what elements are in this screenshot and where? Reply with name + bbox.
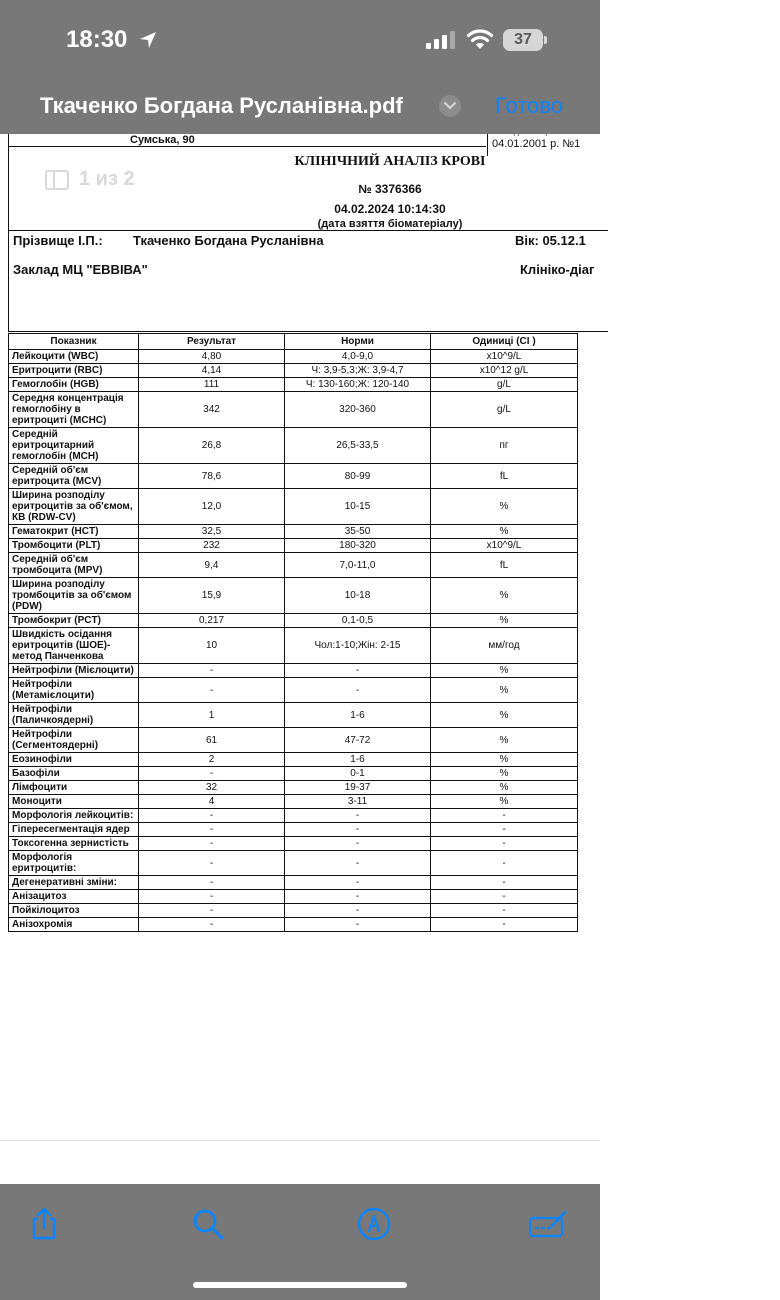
cell-indicator: Гіпересегментація ядер — [9, 823, 139, 837]
cell-norm: 19-37 — [285, 781, 431, 795]
table-row — [9, 464, 578, 489]
cell-unit: - — [431, 918, 578, 932]
cell-result: - — [139, 678, 285, 703]
cell-indicator: Ширина розподілу тромбоцитів за об'ємом (PDW) — [9, 578, 139, 614]
document-title[interactable]: Ткаченко Богдана Русланівна.pdf — [40, 93, 403, 118]
table-row — [9, 392, 578, 428]
cell-indicator: Дегенеративні зміни: — [9, 876, 139, 890]
patient-age: Вік: 05.12.1 — [515, 233, 586, 248]
cell-norm: 47-72 — [285, 728, 431, 753]
signature-icon[interactable] — [528, 1206, 568, 1242]
table-row — [9, 781, 578, 795]
cell-unit: мм/год — [431, 628, 578, 664]
cell-indicator: Нейтрофіли (Паличкоядерні) — [9, 703, 139, 728]
cell-unit: % — [431, 795, 578, 809]
cell-unit: % — [431, 728, 578, 753]
cell-indicator: Тромбокрит (PCT) — [9, 614, 139, 628]
cell-norm: - — [285, 823, 431, 837]
cell-indicator: Нейтрофіли (Мієлоцити) — [9, 664, 139, 678]
results-body — [9, 350, 578, 932]
cell-result: - — [139, 664, 285, 678]
page-indicator-text: 1 из 2 — [79, 168, 135, 190]
cell-norm: 1-6 — [285, 703, 431, 728]
table-row — [9, 837, 578, 851]
table-row — [9, 728, 578, 753]
table-row — [9, 851, 578, 876]
cell-norm: 10-15 — [285, 489, 431, 525]
cell-result: 4,14 — [139, 364, 285, 378]
cell-unit: % — [431, 753, 578, 767]
table-row — [9, 795, 578, 809]
cell-indicator: Гематокрит (HCT) — [9, 525, 139, 539]
battery-indicator — [503, 29, 547, 51]
cell-result: 111 — [139, 378, 285, 392]
cell-unit: % — [431, 614, 578, 628]
location-arrow-icon — [138, 30, 158, 50]
cell-result: 342 — [139, 392, 285, 428]
cell-result: 12,0 — [139, 489, 285, 525]
cell-unit: g/L — [431, 392, 578, 428]
cell-indicator: Середній об'єм тромбоцита (MPV) — [9, 553, 139, 578]
table-row — [9, 350, 578, 364]
cell-result: 2 — [139, 753, 285, 767]
cell-result: - — [139, 809, 285, 823]
analysis-title: КЛІНІЧНИЙ АНАЛІЗ КРОВІ — [294, 154, 486, 169]
table-row — [9, 809, 578, 823]
table-row — [9, 428, 578, 464]
header-divider — [8, 146, 486, 147]
cell-indicator: Швидкість осідання еритроцитів (ШОЕ)-метод Панченкова — [9, 628, 139, 664]
cell-norm: 1-6 — [285, 753, 431, 767]
markup-pen-icon[interactable] — [356, 1206, 392, 1242]
cell-indicator: Анізацитоз — [9, 890, 139, 904]
cell-indicator: Еритроцити (RBC) — [9, 364, 139, 378]
cell-unit: - — [431, 876, 578, 890]
cell-result: 32,5 — [139, 525, 285, 539]
done-button[interactable]: Готово — [495, 93, 563, 118]
cell-result: 1 — [139, 703, 285, 728]
cell-unit: x10^9/L — [431, 539, 578, 553]
cell-norm: 320-360 — [285, 392, 431, 428]
cell-indicator: Морфологія еритроцитів: — [9, 851, 139, 876]
cell-norm: - — [285, 851, 431, 876]
cell-result: 9,4 — [139, 553, 285, 578]
cell-result: 15,9 — [139, 578, 285, 614]
cell-indicator: Тромбоцити (PLT) — [9, 539, 139, 553]
pdf-page[interactable] — [0, 134, 600, 1140]
cell-unit: fL — [431, 464, 578, 489]
cell-result: 10 — [139, 628, 285, 664]
cell-norm: - — [285, 678, 431, 703]
header-stamp-text: 04.01.2001 р. №1 — [492, 138, 581, 150]
table-row — [9, 664, 578, 678]
sample-date-note: (дата взяття біоматеріалу) — [317, 218, 463, 230]
table-row — [9, 578, 578, 614]
cell-norm: Чол:1-10;Жін: 2-15 — [285, 628, 431, 664]
results-table — [8, 333, 578, 932]
cell-indicator: Середня концентрація гемоглобіну в еритроциті (MCHC) — [9, 392, 139, 428]
table-row — [9, 364, 578, 378]
cell-result: - — [139, 876, 285, 890]
table-row — [9, 767, 578, 781]
table-row — [9, 678, 578, 703]
cell-indicator: Токсогенна зернистість — [9, 837, 139, 851]
cell-indicator: Нейтрофіли (Метамієлоцити) — [9, 678, 139, 703]
cell-indicator: Нейтрофіли (Сегментоядерні) — [9, 728, 139, 753]
table-row — [9, 378, 578, 392]
info-divider — [8, 230, 608, 231]
cell-result: - — [139, 890, 285, 904]
table-row — [9, 823, 578, 837]
cell-norm: - — [285, 876, 431, 890]
table-row — [9, 525, 578, 539]
cell-unit: g/L — [431, 378, 578, 392]
cell-norm: - — [285, 837, 431, 851]
cell-norm: - — [285, 904, 431, 918]
header-address: Сумська, 90 — [130, 134, 195, 146]
table-row — [9, 703, 578, 728]
cell-norm: 4,0-9,0 — [285, 350, 431, 364]
cell-norm: - — [285, 809, 431, 823]
analysis-number: № 3376366 — [358, 182, 422, 196]
table-header-row — [9, 334, 578, 350]
cell-result: - — [139, 823, 285, 837]
col-header-result: Результат — [139, 334, 285, 350]
table-row — [9, 614, 578, 628]
cell-norm: 26,5-33,5 — [285, 428, 431, 464]
patient-name: Ткаченко Богдана Русланівна — [133, 233, 324, 248]
cell-unit: % — [431, 703, 578, 728]
cell-unit: x10^9/L — [431, 350, 578, 364]
cell-result: 0,217 — [139, 614, 285, 628]
home-indicator[interactable] — [193, 1282, 407, 1288]
sample-date: 04.02.2024 10:14:30 — [334, 202, 446, 216]
status-time: 18:30 — [66, 26, 128, 53]
table-row — [9, 918, 578, 932]
cell-indicator: Моноцити — [9, 795, 139, 809]
cell-result: 4,80 — [139, 350, 285, 364]
cell-indicator: Пойкілоцитоз — [9, 904, 139, 918]
title-menu-button[interactable] — [439, 95, 461, 117]
cell-norm: 35-50 — [285, 525, 431, 539]
col-header-norms: Норми — [285, 334, 431, 350]
battery-level: 37 — [514, 31, 532, 48]
cell-result: - — [139, 904, 285, 918]
cell-unit: % — [431, 767, 578, 781]
cell-indicator: Еозинофіли — [9, 753, 139, 767]
cell-indicator: Гемоглобін (HGB) — [9, 378, 139, 392]
cell-indicator: Базофіли — [9, 767, 139, 781]
cell-result: 4 — [139, 795, 285, 809]
cell-norm: 3-11 — [285, 795, 431, 809]
cell-norm: Ч: 130-160;Ж: 120-140 — [285, 378, 431, 392]
cell-norm: 7,0-11,0 — [285, 553, 431, 578]
page-indicator — [45, 168, 135, 191]
cell-indicator: Ширина розподілу еритроцитів за об'ємом, КВ (RDW-CV) — [9, 489, 139, 525]
share-icon[interactable] — [26, 1206, 62, 1242]
cell-unit: - — [431, 904, 578, 918]
top-bar — [0, 0, 600, 134]
table-row — [9, 753, 578, 767]
cell-unit: - — [431, 837, 578, 851]
table-row — [9, 553, 578, 578]
cell-result: 26,8 — [139, 428, 285, 464]
table-row — [9, 628, 578, 664]
cell-result: - — [139, 918, 285, 932]
cell-result: 78,6 — [139, 464, 285, 489]
cell-unit: % — [431, 525, 578, 539]
patient-name-label: Прізвище І.П.: — [13, 233, 103, 248]
cell-result: 61 — [139, 728, 285, 753]
cell-norm: - — [285, 890, 431, 904]
table-row — [9, 489, 578, 525]
cell-indicator: Морфологія лейкоцитів: — [9, 809, 139, 823]
clinic-name: Заклад МЦ "ЕВВІВА" — [13, 262, 148, 277]
cell-unit: % — [431, 781, 578, 795]
table-row — [9, 876, 578, 890]
clinic-type: Клініко-діаг — [520, 262, 595, 277]
cell-result: 32 — [139, 781, 285, 795]
cell-unit: % — [431, 578, 578, 614]
cell-result: 232 — [139, 539, 285, 553]
cell-indicator: Лімфоцити — [9, 781, 139, 795]
wifi-icon — [466, 28, 494, 50]
cell-norm: 0-1 — [285, 767, 431, 781]
cell-norm: 10-18 — [285, 578, 431, 614]
cell-unit: - — [431, 851, 578, 876]
cell-norm: 0,1-0,5 — [285, 614, 431, 628]
cell-unit: - — [431, 890, 578, 904]
search-icon[interactable] — [190, 1206, 226, 1242]
cell-result: - — [139, 837, 285, 851]
cell-indicator: Середній еритроцитарний гемоглобін (MCH) — [9, 428, 139, 464]
page-gap — [0, 1140, 600, 1184]
col-header-indicator: Показник — [9, 334, 139, 350]
cell-result: - — [139, 851, 285, 876]
table-row — [9, 890, 578, 904]
cell-indicator: Лейкоцити (WBC) — [9, 350, 139, 364]
cell-unit: x10^12 g/L — [431, 364, 578, 378]
bottom-toolbar — [0, 1184, 600, 1300]
cell-norm: - — [285, 918, 431, 932]
cell-unit: fL — [431, 553, 578, 578]
chevron-down-icon — [444, 102, 456, 110]
cell-unit: % — [431, 489, 578, 525]
cell-unit: % — [431, 664, 578, 678]
cell-unit: пг — [431, 428, 578, 464]
table-row — [9, 539, 578, 553]
cell-indicator: Середній об'єм еритроцита (MCV) — [9, 464, 139, 489]
cell-norm: - — [285, 664, 431, 678]
col-header-units: Одиниці (СІ ) — [431, 334, 578, 350]
cell-unit: - — [431, 809, 578, 823]
table-row — [9, 904, 578, 918]
page-thumbnail-icon — [45, 170, 69, 190]
cell-norm: 80-99 — [285, 464, 431, 489]
cell-unit: % — [431, 678, 578, 703]
cell-result: - — [139, 767, 285, 781]
cell-norm: Ч: 3,9-5,3;Ж: 3,9-4,7 — [285, 364, 431, 378]
cell-indicator: Анізохромія — [9, 918, 139, 932]
cell-unit: - — [431, 823, 578, 837]
cellular-signal-icon — [426, 31, 456, 49]
cell-norm: 180-320 — [285, 539, 431, 553]
